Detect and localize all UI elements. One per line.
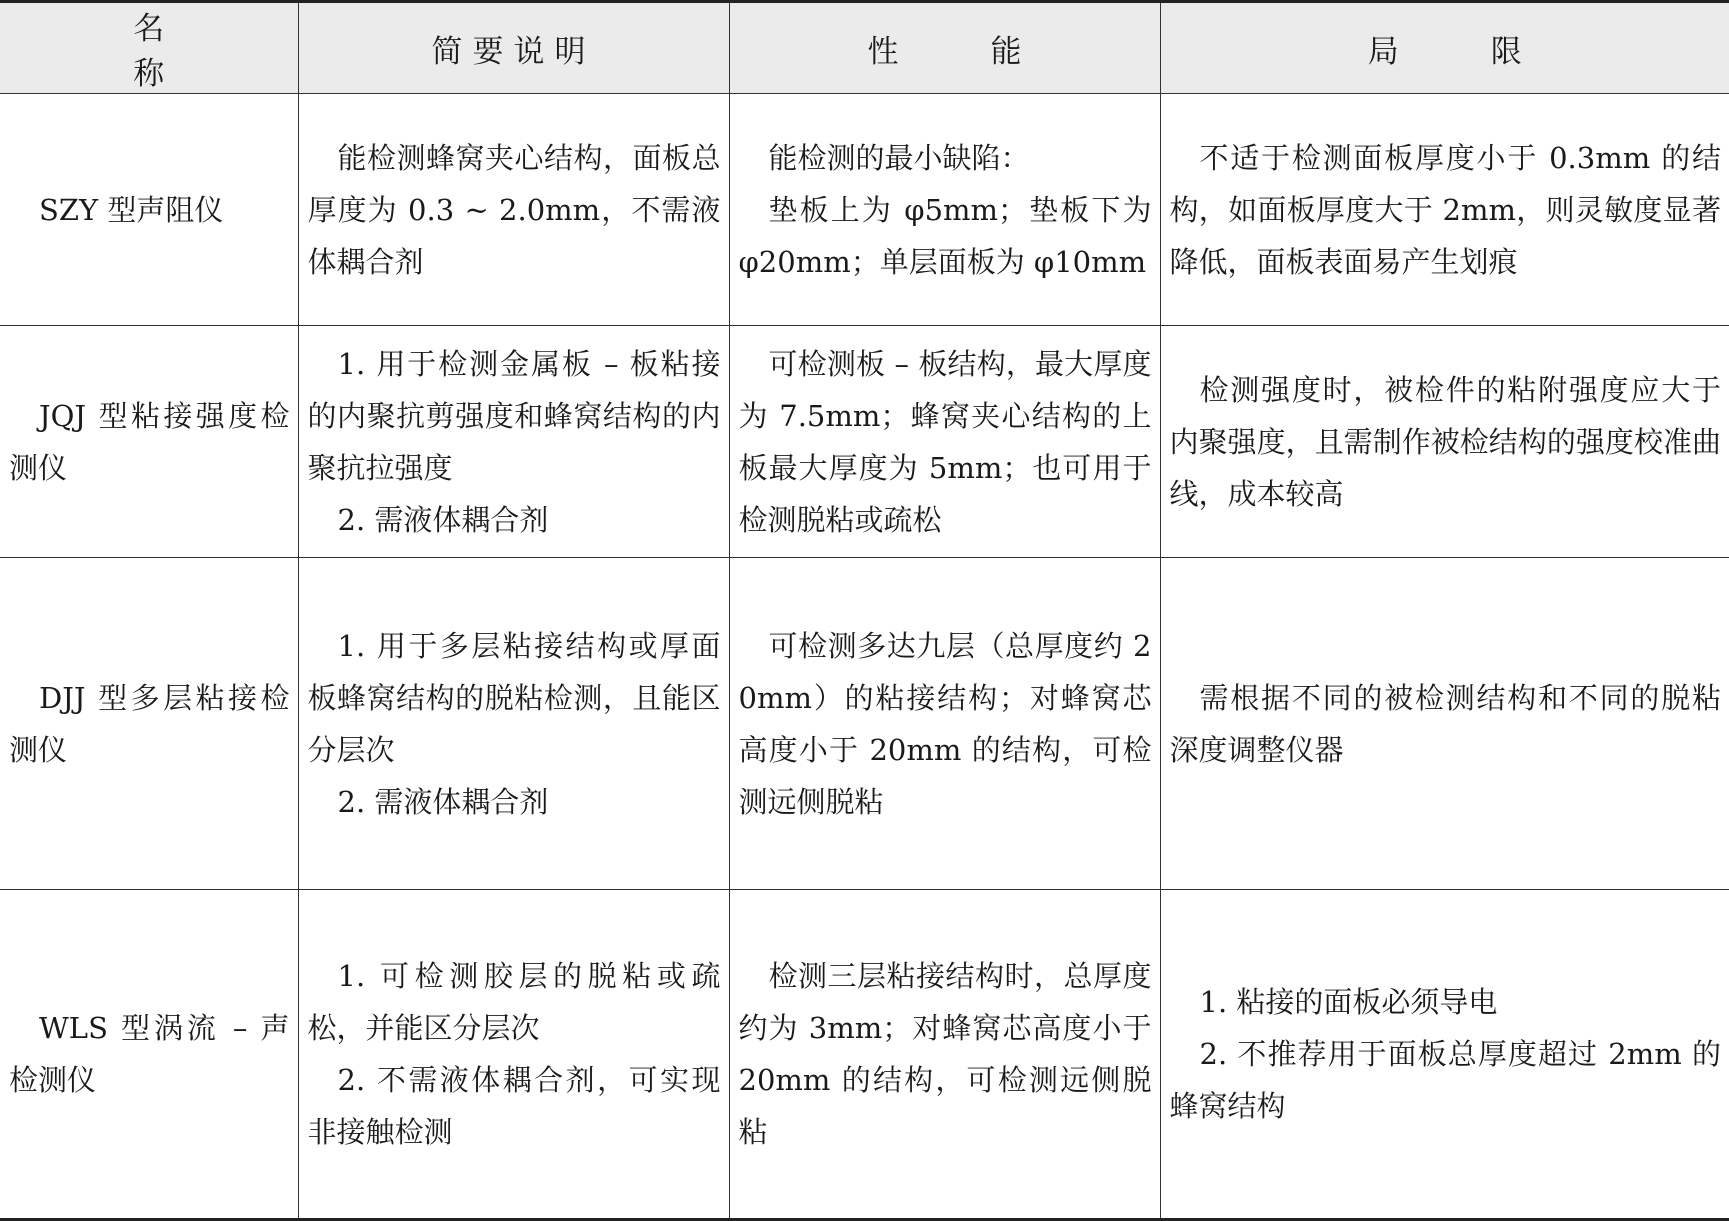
performance-text: 垫板上为 φ5mm；垫板下为 φ20mm；单层面板为 φ10mm bbox=[738, 192, 1152, 279]
cell-performance bbox=[729, 890, 1160, 1220]
cell-limitations bbox=[1160, 94, 1729, 326]
instrument-name: SZY 型声阻仪 bbox=[39, 192, 224, 227]
limitation-text: 需根据不同的被检测结构和不同的脱粘深度调整仪器 bbox=[1169, 680, 1721, 767]
description-text: 1. 可检测胶层的脱粘或疏松，并能区分层次 bbox=[307, 959, 721, 1045]
table-header bbox=[0, 2, 1729, 94]
limitation-text: 2. 不推荐用于面板总厚度超过 2mm 的蜂窝结构 bbox=[1169, 1037, 1721, 1123]
limitation-text: 不适于检测面板厚度小于 0.3mm 的结构，如面板厚度大于 2mm，则灵敏度显著降低，面板表面易产生划痕 bbox=[1169, 140, 1721, 279]
instrument-name: DJJ 型多层粘接检测仪 bbox=[9, 680, 290, 767]
performance-text: 检测三层粘接结构时，总厚度约为 3mm；对蜂窝芯高度小于 20mm 的结构，可检测远侧脱粘 bbox=[738, 959, 1152, 1149]
cell-description bbox=[298, 890, 729, 1220]
table-row bbox=[0, 558, 1729, 890]
description-text: 2. 需液体耦合剂 bbox=[337, 784, 549, 819]
cell-limitations bbox=[1160, 558, 1729, 890]
table-row bbox=[0, 326, 1729, 558]
cell-limitations bbox=[1160, 890, 1729, 1220]
table-body bbox=[0, 94, 1729, 1220]
performance-text: 可检测板 – 板结构，最大厚度为 7.5mm；蜂窝夹心结构的上板最大厚度为 5mm；也可用于检测脱粘或疏松 bbox=[738, 346, 1152, 537]
table-row bbox=[0, 94, 1729, 326]
performance-text: 能检测的最小缺陷： bbox=[768, 140, 1030, 175]
description-text: 1. 用于多层粘接结构或厚面板蜂窝结构的脱粘检测，且能区分层次 bbox=[307, 628, 721, 767]
cell-name bbox=[0, 558, 298, 890]
header-limitations: 局限 bbox=[1160, 2, 1729, 94]
instrument-name: JQJ 型粘接强度检测仪 bbox=[9, 398, 290, 485]
table-row bbox=[0, 890, 1729, 1220]
cell-name bbox=[0, 94, 298, 326]
header-name: 名称 bbox=[0, 2, 298, 94]
cell-performance bbox=[729, 326, 1160, 558]
header-row bbox=[0, 2, 1729, 94]
description-text: 2. 需液体耦合剂 bbox=[337, 502, 549, 537]
description-text: 能检测蜂窝夹心结构，面板总厚度为 0.3 ~ 2.0mm，不需液体耦合剂 bbox=[307, 140, 721, 279]
cell-performance bbox=[729, 558, 1160, 890]
cell-description bbox=[298, 326, 729, 558]
limitation-text: 1. 粘接的面板必须导电 bbox=[1199, 985, 1498, 1019]
description-text: 2. 不需液体耦合剂，可实现非接触检测 bbox=[307, 1063, 721, 1149]
header-description: 简要说明 bbox=[298, 2, 729, 94]
instrument-name: WLS 型涡流 – 声检测仪 bbox=[9, 1011, 290, 1097]
cell-description bbox=[298, 94, 729, 326]
description-text: 1. 用于检测金属板 – 板粘接的内聚抗剪强度和蜂窝结构的内聚抗拉强度 bbox=[307, 346, 721, 485]
header-performance: 性能 bbox=[729, 2, 1160, 94]
cell-name bbox=[0, 326, 298, 558]
cell-description bbox=[298, 558, 729, 890]
limitation-text: 检测强度时，被检件的粘附强度应大于内聚强度，且需制作被检结构的强度校准曲线，成本较高 bbox=[1169, 372, 1721, 511]
cell-limitations bbox=[1160, 326, 1729, 558]
cell-name bbox=[0, 890, 298, 1220]
performance-text: 可检测多达九层（总厚度约 20mm）的粘接结构；对蜂窝芯高度小于 20mm 的结构，可检测远侧脱粘 bbox=[738, 628, 1152, 819]
cell-performance bbox=[729, 94, 1160, 326]
